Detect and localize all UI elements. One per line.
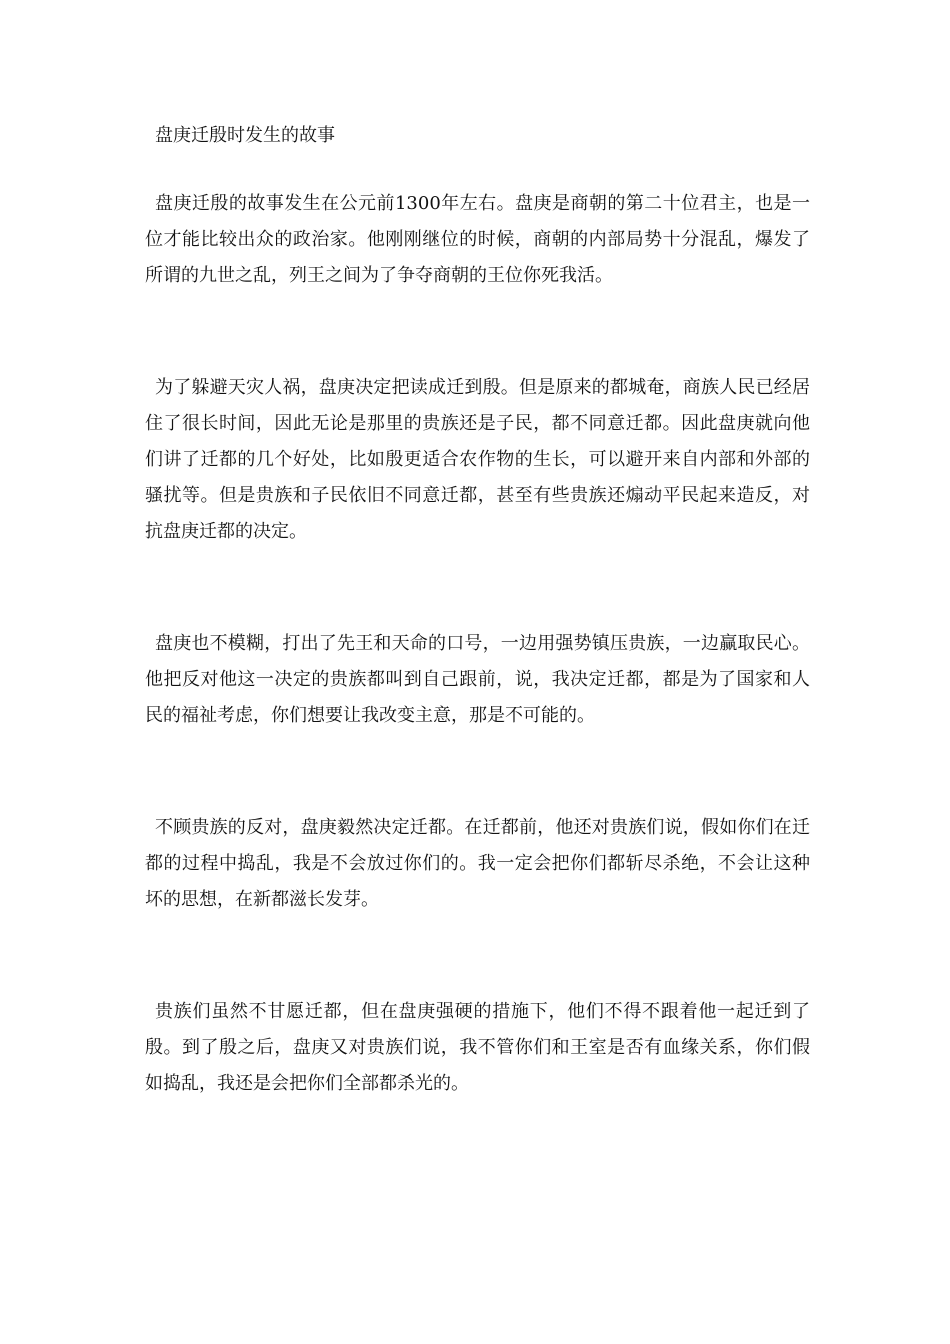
paragraph-2: 为了躲避天灾人祸，盘庚决定把读成迁到殷。但是原来的都城奄，商族人民已经居住了很长时间，因此无论是那里的贵族还是子民，都不同意迁都。因此盘庚就向他们讲了迁都的几个好处，比如殷更适合农作物的生长，可以避开来自内部和外部的骚扰等。但是贵族和子民依旧不同意迁都，甚至有些贵族还煽动平民起来造反，对抗盘庚迁都的决定。 — [145, 377, 810, 542]
paragraph-5: 贵族们虽然不甘愿迁都，但在盘庚强硬的措施下，他们不得不跟着他一起迁到了殷。到了殷之后，盘庚又对贵族们说，我不管你们和王室是否有血缘关系，你们假如捣乱，我还是会把你们全部都杀光的。 — [145, 1001, 810, 1094]
document-body — [145, 116, 810, 1102]
paragraph-3: 盘庚也不模糊，打出了先王和天命的口号，一边用强势镇压贵族，一边赢取民心。他把反对他这一决定的贵族都叫到自己跟前，说，我决定迁都，都是为了国家和人民的福祉考虑，你们想要让我改变主意，那是不可能的。 — [145, 633, 810, 726]
paragraph-1: 盘庚迁殷的故事发生在公元前1300年左右。盘庚是商朝的第二十位君主，也是一位才能比较出众的政治家。他刚刚继位的时候，商朝的内部局势十分混乱，爆发了所谓的九世之乱，列王之间为了争夺商朝的王位你死我活。 — [145, 193, 810, 286]
document-title: 盘庚迁殷时发生的故事 — [155, 125, 335, 146]
paragraph-4: 不顾贵族的反对，盘庚毅然决定迁都。在迁都前，他还对贵族们说，假如你们在迁都的过程中捣乱，我是不会放过你们的。我一定会把你们都斩尽杀绝，不会让这种坏的思想，在新都滋长发芽。 — [145, 817, 810, 910]
